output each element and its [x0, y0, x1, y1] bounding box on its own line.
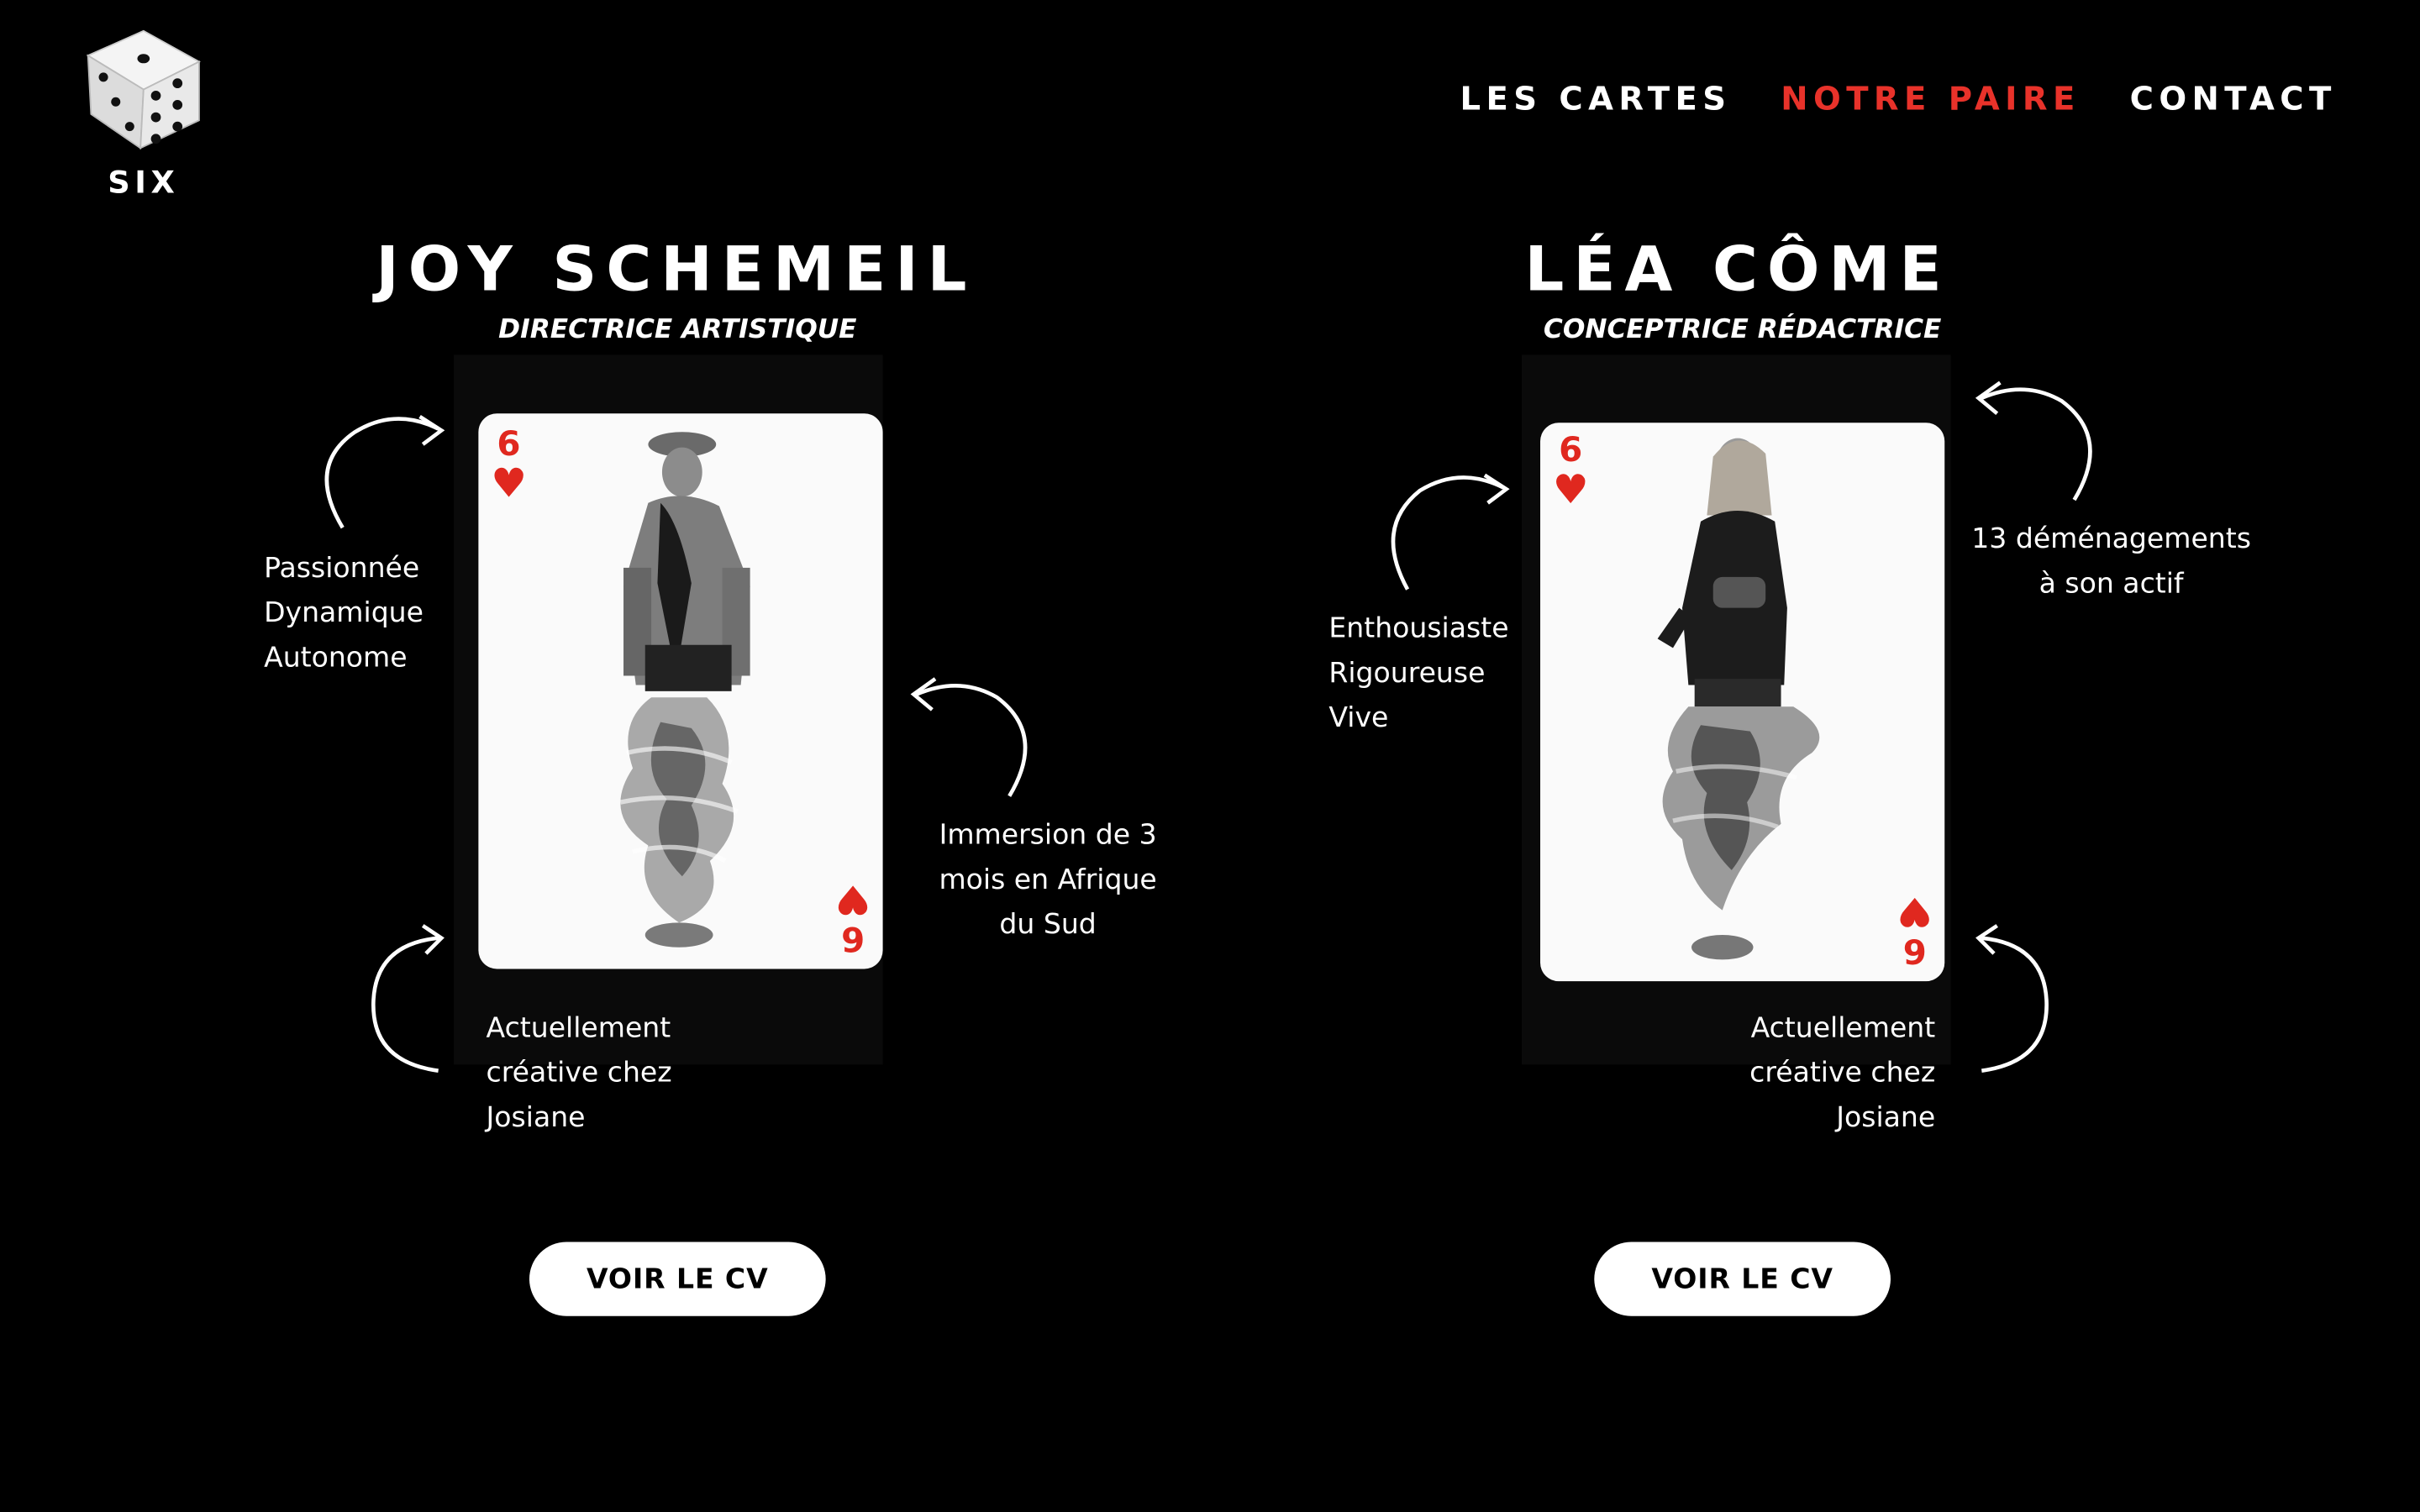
- profile-role: CONCEPTRICE RÉDACTRICE: [1543, 314, 1942, 346]
- curved-arrow-icon: [1970, 376, 2106, 506]
- nav-contact[interactable]: CONTACT: [2129, 80, 2337, 118]
- card-corner-top: [1552, 432, 1589, 514]
- profile-name: JOY SCHEMEIL: [376, 234, 976, 306]
- curved-arrow-icon: [308, 404, 450, 537]
- curved-arrow-icon: [361, 920, 454, 1080]
- experience-text: 13 déménagements à son actif: [1971, 522, 2251, 601]
- nav-les-cartes[interactable]: LES CARTES: [1460, 80, 1732, 118]
- card-corner-top: [491, 425, 527, 508]
- card-corner-bottom: [1896, 887, 1933, 969]
- profile-name: LÉA CÔME: [1524, 234, 1951, 306]
- view-cv-button[interactable]: VOIR LE CV: [1594, 1242, 1891, 1316]
- curved-arrow-icon: [908, 673, 1040, 802]
- playing-card[interactable]: [1540, 423, 1944, 981]
- traits-text: Enthousiaste Rigoureuse Vive: [1328, 612, 1509, 735]
- site-logo[interactable]: [81, 22, 208, 201]
- profile-role: DIRECTRICE ARTISTIQUE: [498, 314, 857, 346]
- experience-text: Immersion de 3 mois en Afrique du Sud: [939, 819, 1157, 942]
- dice-icon: [82, 22, 205, 155]
- person-photo: [1540, 423, 1944, 981]
- card-rank: 6: [840, 917, 865, 957]
- person-photo: [478, 413, 882, 969]
- logo-text: SIX: [108, 163, 180, 201]
- curved-arrow-icon: [1376, 463, 1515, 596]
- current-position-text: Actuellement créative chez Josiane: [486, 1011, 672, 1134]
- card-corner-bottom: [834, 874, 871, 957]
- card-rank: 6: [497, 425, 521, 465]
- card-rank: 6: [1902, 930, 1927, 969]
- curved-arrow-icon: [1970, 920, 2062, 1080]
- heart-icon: ♥: [1896, 887, 1933, 934]
- heart-icon: ♥: [1552, 467, 1589, 514]
- traits-text: Passionnée Dynamique Autonome: [264, 552, 424, 675]
- heart-icon: ♥: [834, 874, 871, 921]
- heart-icon: ♥: [491, 461, 527, 508]
- main-nav: [1460, 81, 2336, 127]
- nav-notre-paire[interactable]: NOTRE PAIRE: [1781, 80, 2081, 118]
- current-position-text: Actuellement créative chez Josiane: [1749, 1011, 1936, 1134]
- view-cv-button[interactable]: VOIR LE CV: [529, 1242, 826, 1316]
- card-rank: 6: [1559, 432, 1583, 471]
- playing-card[interactable]: [478, 413, 882, 969]
